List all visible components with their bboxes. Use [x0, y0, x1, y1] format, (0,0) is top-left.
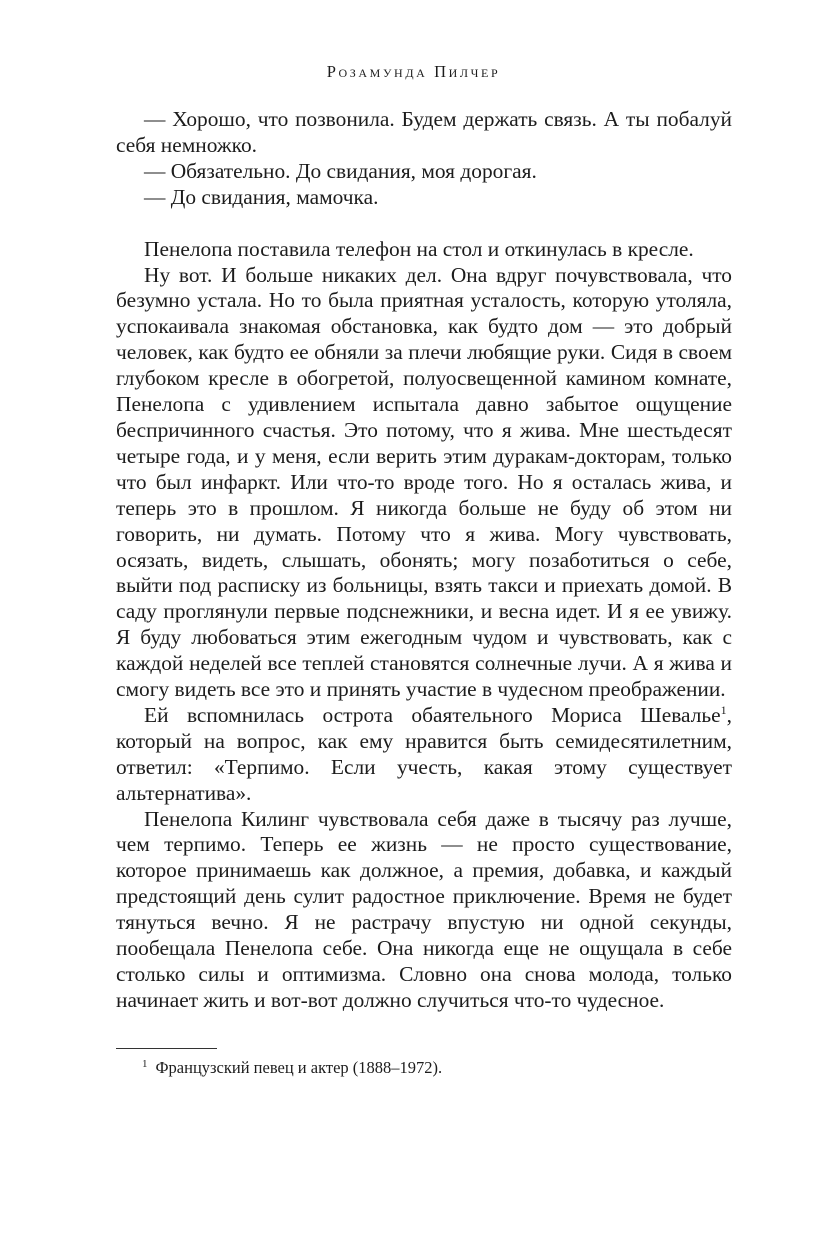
footnote-divider	[116, 1048, 217, 1049]
footnote-reference: 1	[720, 702, 727, 717]
section-gap	[116, 211, 732, 237]
paragraph-3-end: , который на вопрос, как ему нравится быть семидесятилетним, ответил: «Терпимо. Если учесть, какая этому существует альтернатива».	[116, 702, 732, 805]
footnote-mark: 1	[142, 1057, 148, 1070]
running-head: Розамунда Пилчер	[326, 62, 501, 81]
paragraph-1: Пенелопа поставила телефон на стол и откинулась в кресле.	[144, 236, 694, 261]
paragraph-4: Пенелопа Килинг чувствовала себя даже в тысячу раз лучше, чем терпимо. Теперь ее жизнь — не просто существование, которое принимаешь как должное, а премия, добавка, и каждый предстоящий день сулит радостное приключение. Время не будет тянуться вечно. Я не растрачу впустую ни одной секунды, пообещала Пенелопа себе. Она никогда еще не ощущала в себе столько силы и оптимизма. Словно она снова молода, только начинает жить и вот-вот должно случиться что-то чудесное.	[116, 806, 732, 1012]
dialogue-line-1: — Хорошо, что позвонила. Будем держать связь. А ты побалуй себя немножко.	[116, 107, 732, 157]
footnote-text: Французский певец и актер (1888–1972).	[155, 1058, 443, 1077]
dialogue-line-2: — Обязательно. До свидания, моя дорогая.	[144, 158, 537, 183]
footnote	[142, 1058, 732, 1078]
paragraph-3	[116, 703, 732, 807]
paragraph-2: Ну вот. И больше никаких дел. Она вдруг почувствовала, что безумно устала. Но то была приятная усталость, которую утоляла, успокаивала знакомая обстановка, как будто дом — это добрый человек, как будто ее обняли за плечи любящие руки. Сидя в своем глубоком кресле в обогретой, полуосвещенной камином комнате, Пенелопа с удивлением испытала давно забытое ощущение беспричинного счастья. Это потому, что я жива. Мне шестьдесят четыре года, и у меня, если верить этим дуракам-докторам, только что был инфаркт. Или что-то вроде того. Но я осталась жива, и теперь это в прошлом. Я никогда больше не буду об этом ни говорить, ни думать. Потому что я жива. Могу чувствовать, осязать, видеть, слышать, обонять; могу позаботиться о себе, выйти под расписку из больницы, взять такси и приехать домой. В саду проглянули первые подснежники, и весна идет. И я ее увижу. Я буду любоваться этим ежегодным чудом и чувствовать, как с каждой неделей все теплей становятся солнечные лучи. А я жива и смогу видеть все это и принять участие в чудесном преображении.	[116, 262, 732, 702]
body-text	[116, 107, 732, 1014]
paragraph-3-start: Ей вспомнилась острота обаятельного Мориса Шевалье	[144, 702, 721, 727]
dialogue-line-3: — До свидания, мамочка.	[144, 184, 379, 209]
